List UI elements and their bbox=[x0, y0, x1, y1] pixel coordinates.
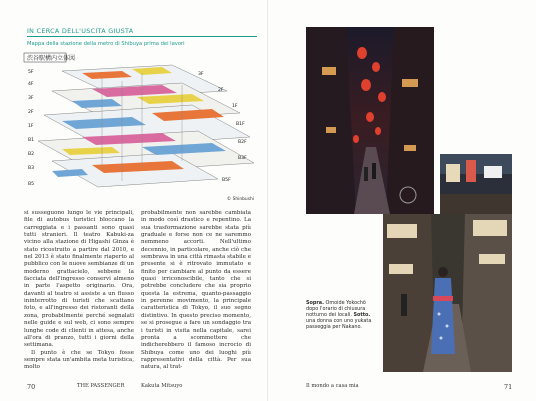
map-caption: Mappa della stazione della metro di Shibuya prima dei lavori bbox=[27, 41, 185, 47]
folio-title: Il mondo a casa mia bbox=[306, 383, 359, 389]
map-label: 4F bbox=[28, 82, 34, 87]
folio-number-left: 70 bbox=[27, 383, 36, 391]
folio-publication: THE PASSENGER bbox=[77, 383, 125, 389]
map-label: B5 bbox=[28, 182, 35, 187]
map-label: B3F bbox=[238, 156, 247, 161]
photo-caption bbox=[306, 300, 378, 330]
map-title: 渋谷駅構内立体図 bbox=[27, 55, 76, 62]
body-column-2 bbox=[141, 210, 251, 372]
map-label: 3F bbox=[28, 96, 34, 101]
caption-label-above: Sopra. bbox=[306, 300, 324, 306]
caption-text-above: Omoide Yokochō dopo l'orario di chiusura notturno dei locali. bbox=[306, 300, 366, 318]
caption-label-below: Sotto. bbox=[353, 312, 371, 318]
map-label: 2F bbox=[28, 110, 34, 115]
paragraph: probabilmente non sarebbe cambiata in modo così drastico e repentino. La sua trasformazione sarebbe stata più graduale e forse non ce ne saremmo nemmeno accorti. Nell'ultimo decennio, in particolare, anche ciò che sembrava in una città rimasta stabile e presente si è ritrovato immutato e finito per cambiare al punto da essere quasi irriconoscibile, tanto che si potrebbe concludere che sia proprio questa la estrema, quanto-passaggio in perenne movimento, la principale caratteristica di Tokyo, il suo segno distintivo. In questo preciso momento, se si prosegue a fare un sondaggio tra i turisti in visita nella capitale, sarei pronta a scommettere che indicherebbero il famoso incrocio di Shibuya come uno dei luoghi più rappresentativi della città. Per sua natura, al trat- bbox=[141, 210, 251, 371]
map-label: 1F bbox=[232, 104, 238, 109]
map-label: B1F bbox=[236, 122, 245, 127]
caption-text-below: una donna con uno yukata passeggia per Nakano. bbox=[306, 318, 372, 330]
photo-yukata-woman bbox=[383, 214, 512, 372]
map-label: B3 bbox=[28, 166, 35, 171]
folio-author: Kakuta Mitsuyo bbox=[141, 383, 183, 389]
map-label: B5F bbox=[222, 178, 231, 183]
photo-alley-lanterns bbox=[306, 27, 434, 214]
map-label: 2F bbox=[218, 88, 224, 93]
map-label: B2 bbox=[28, 152, 35, 157]
paragraph: si susseguono lungo le vie principali, file di autobus turistici bloccano la carreggiata e i passanti sono quasi tutti stranieri. Il teatro Kabuki-za vicino alla stazione di Higashi Ginza è stato ricostruito a partire dal 2010, e nel 2013 è stato finalmente riaperto al pubblico con le nuove sembianze di un moderno grattacielo, sebbene la facciata dell'ingresso conservi almeno in parte l'aspetto originario. Ora, davanti al teatro si assiste a un flusso ininterrotto di turisti che scattano foto, e all'ingresso dei ristoranti della zona, probabilmente perché segnalati nelle guide e sul web, ci sono sempre lunghe code di clienti in attesa, anche all'ora di pranzo, tutti i giorni della settimana. bbox=[24, 210, 134, 349]
paragraph: Il punto è che se Tokyo fosse sempre stata un'ambita meta turistica, molto bbox=[24, 349, 134, 371]
map-label: B1 bbox=[28, 138, 35, 143]
folio-number-right: 71 bbox=[504, 383, 513, 391]
map-label: 5F bbox=[28, 70, 34, 75]
body-column-1 bbox=[24, 210, 134, 372]
section-rule bbox=[27, 36, 257, 37]
map-credit: © Shinbushi bbox=[226, 197, 254, 202]
section-label: IN CERCA DELL'USCITA GIUSTA bbox=[27, 27, 134, 35]
photo-street-signs bbox=[440, 154, 512, 214]
map-label: 3F bbox=[198, 72, 204, 77]
map-label: B2F bbox=[238, 140, 247, 145]
station-map bbox=[22, 51, 260, 196]
map-label: 1F bbox=[28, 124, 34, 129]
